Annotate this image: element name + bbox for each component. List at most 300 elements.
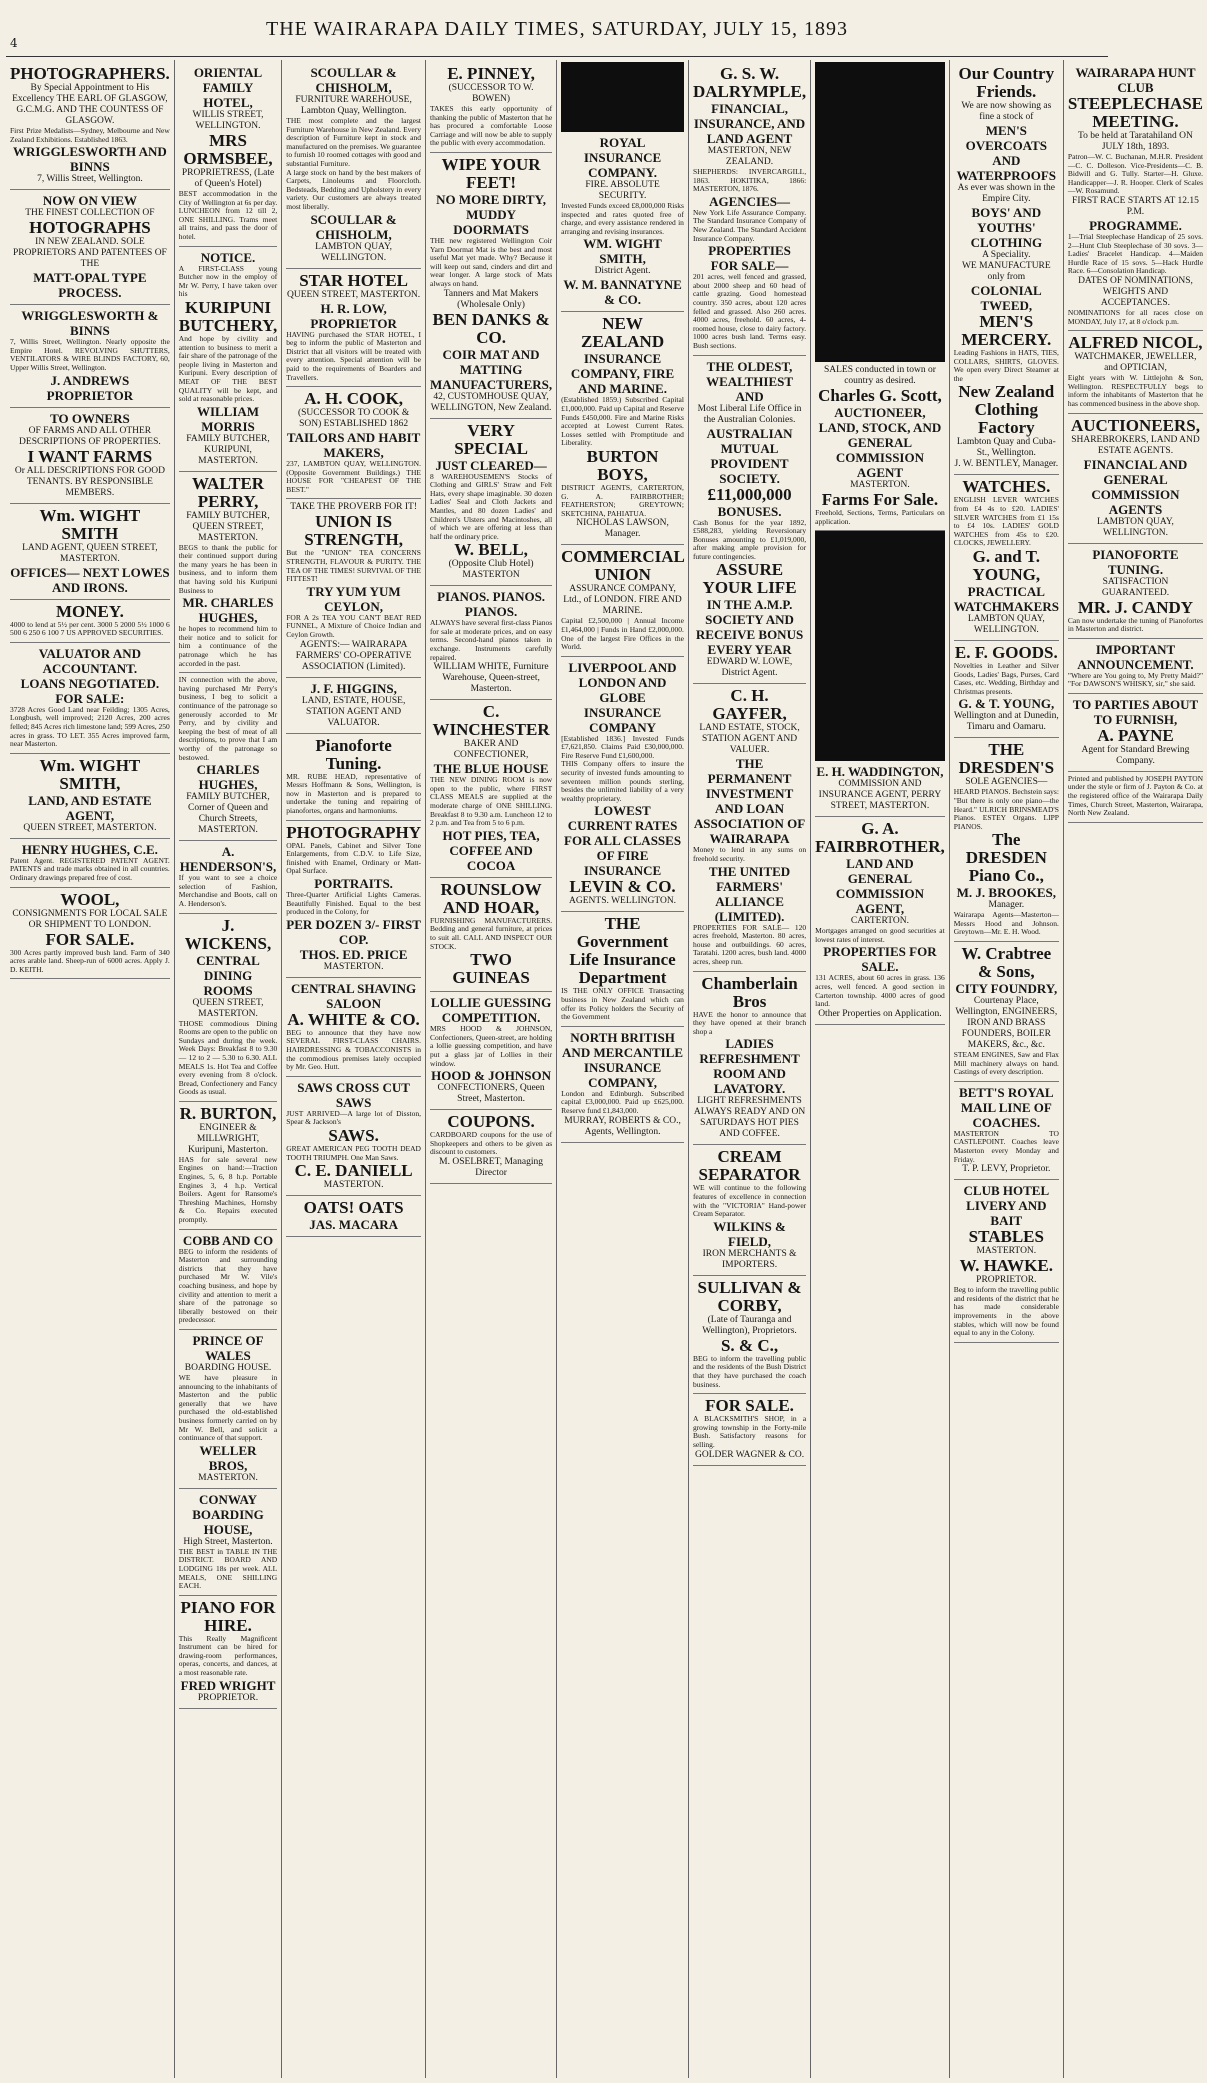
ad-rounslow-hoar	[430, 878, 552, 992]
ad-kuripuni-butchery	[179, 247, 277, 472]
ad-pianoforte-tuning	[286, 734, 421, 821]
ad-address: MASTERTON.	[323, 1180, 384, 1191]
column-4	[426, 60, 557, 2078]
ad-chamberlain-bros	[693, 972, 806, 1146]
ad-heading: THE OLDEST, WEALTHIEST AND	[706, 358, 794, 404]
ad-subheading-2: PROPRIETRESS, (Late of Queen's Hotel)	[181, 168, 275, 189]
ad-fairbrother	[815, 817, 945, 1025]
ad-subheading: QUEEN STREET, MASTERTON.	[287, 289, 421, 300]
ad-heading: FINANCIAL, INSURANCE, AND LAND AGENT	[693, 101, 806, 146]
ad-amp-society	[693, 356, 806, 685]
ad-product-name: TRY YUM YUM CEYLON,	[306, 583, 401, 614]
ad-subheading: LAND, AND ESTATE AGENT,	[28, 792, 152, 823]
ad-firm-name: Charles G. Scott,	[818, 386, 942, 405]
ad-important-announcement	[1068, 639, 1203, 694]
ad-firm-name: WILKINS & FIELD,	[713, 1218, 786, 1249]
ad-subheading: FURNITURE WAREHOUSE, Lambton Quay, Wellington.	[295, 95, 412, 116]
ad-subheading: CONSIGNMENTS FOR LOCAL SALE OR SHIPMENT TO LONDON.	[12, 908, 168, 930]
ad-process-name: MATT-OPAL TYPE PROCESS.	[33, 270, 147, 301]
ad-subheading: High Street, Masterton.	[183, 1536, 273, 1547]
ad-sullivan-corby	[693, 1276, 806, 1394]
ad-text: MASTERTON TO CASTLEPOINT. Coaches leave Masterton every Monday and Friday.	[953, 1128, 1059, 1164]
ad-subheading: FAMILY BUTCHER, Corner of Queen and Church Streets, MASTERTON.	[186, 792, 270, 836]
ad-firm-name: SULLIVAN & CORBY,	[697, 1277, 802, 1315]
ad-title: Pianoforte Tuning.	[315, 735, 392, 773]
ad-subheading: (SUCCESSOR TO W. BOWEN)	[448, 83, 534, 104]
ad-subheading: LAND AGENT, QUEEN STREET, MASTERTON.	[22, 542, 158, 564]
ad-text: THE most complete and the largest Furniture Warehouse in New Zealand. Every description of Furniture kept in stock and manufactured on the premises. We guarantee to furnish 10 roomed cottages with good and substantial Furniture.	[286, 116, 421, 168]
column-7	[811, 60, 950, 2078]
ad-address: (Opposite Club Hotel) MASTERTON	[448, 559, 534, 581]
ad-text-2: Freehold, Sections, Terms, Particulars on application.	[815, 508, 945, 526]
ad-star-hotel	[286, 269, 421, 388]
ad-text: HAVING purchased the STAR HOTEL, I beg to inform the public of Masterton and District that all visitors will be treated with every attention. Special attention will be paid to the requirements of Boarders and Travellers.	[286, 329, 421, 382]
ad-heading: TO PARTIES ABOUT TO FURNISH,	[1072, 696, 1199, 727]
ad-text-3: 201 acres, well fenced and grassed, about 2000 sheep and 60 head of cattle grazing. Good homestead country. 350 acres, about 120 acres felled and grassed. Also 260 acres. 4000 acres, freehold. 60 acres, 4-roomed house, close to dairy factory. 1000 acres bush land. Terms easy. Bush sections.	[692, 272, 807, 350]
ad-firm-name: G. and T. YOUNG,	[972, 546, 1041, 584]
ad-text: WE have pleasure in announcing to the inhabitants of Masterton and the public generally that we have purchased the old-established business formerly carried on by Mr W. Bell, and solicit a continuance of that support.	[178, 1372, 278, 1443]
ad-agent: MURRAY, ROBERTS & CO., Agents, Wellington.	[564, 1115, 681, 1137]
ad-address: LAMBTON QUAY, WELLINGTON.	[967, 613, 1045, 635]
ad-cook-tailors	[286, 387, 421, 499]
ad-agent-title: AGENTS. WELLINGTON.	[569, 896, 677, 907]
ad-text: Cash Bonus for the year 1892, £588,283, yielding Reversionary Bonuses amounting to £1,019,000, after making ample provision for future contingencies.	[692, 517, 807, 561]
ad-betts-coaches	[954, 1082, 1059, 1180]
ad-firm-name: The DRESDEN Piano Co.,	[965, 830, 1047, 886]
ad-scoullar-chisholm	[286, 62, 421, 269]
ad-firm-name: A. PAYNE	[1097, 725, 1174, 745]
ad-text: BEST accommodation in the City of Wellington at 6s per day. LUNCHEON from 12 till 2, ONE SHILLING. Trams meet all trains, and pass the door of hotel.	[178, 189, 278, 241]
ad-title: COUPONS.	[447, 1112, 535, 1132]
ad-heading: TO OWNERS	[50, 410, 130, 426]
ad-text: BEG to announce that they have now SEVERAL FIRST-CLASS CHAIRS. HAIRDRESSING & TOBACCONISTS in the commodious premises lately occupied by Mr. Geo. Hutt.	[286, 1027, 421, 1072]
column-5	[557, 60, 689, 2078]
ad-subheading: SATISFACTION GUARANTEED.	[1101, 576, 1170, 598]
ad-heading: THE BLUE HOUSE	[433, 761, 549, 777]
ad-oriental-hotel	[179, 62, 277, 247]
ad-text: 4000 to lend at 5½ per cent. 3000 5 2000 5½ 1000 6 500 6 250 6 100 7 US APPROVED SECURITIES.	[10, 619, 170, 638]
ad-piano-for-hire	[179, 1596, 277, 1709]
ad-address: CARTERTON.	[850, 916, 909, 927]
ad-dalrymple	[693, 62, 806, 356]
ad-heading-2: COIR MAT AND MATTING MANUFACTURERS,	[429, 346, 553, 392]
ad-text: THE BEST in TABLE IN THE DISTRICT. BOARD AND LODGING 18s per week. ALL MEALS, ONE SHILLING EACH.	[178, 1546, 278, 1591]
ad-text: HEARD PIANOS. Bechstein says: "But there is only one piano—the Heard." ULRICH BRINSMEAD'S Pianos. ESTEY Organs. LIPP PIANOS.	[953, 787, 1059, 831]
ad-heading-2: THE UNITED FARMERS' ALLIANCE (LIMITED).	[708, 863, 791, 924]
ad-firm-name: C. H. GAYFER,	[712, 686, 787, 724]
ad-crabtree	[954, 942, 1059, 1082]
ad-text: LAND ESTATE, STOCK, STATION AGENT AND VALUER.	[699, 723, 800, 756]
ad-firm-name: FRED WRIGHT	[180, 1677, 276, 1693]
ad-text-2: As ever was shown in the Empire City.	[957, 183, 1055, 204]
ad-heading: PORTRAITS.	[314, 875, 393, 891]
ad-heading-2: AGENCIES—	[709, 193, 790, 209]
ad-text: 3728 Acres Good Land near Feilding; 1305 Acres, Longbush, well improved; 2120 Acres, 200 acres felled; 845 Acres rich limestone land; 599 Acres, 250 acres in grass. TO LET. 355 Acres improved farm, near Masterton.	[10, 704, 170, 749]
ad-heading: NOW ON VIEW	[42, 193, 137, 209]
ad-title: VERY SPECIAL	[454, 420, 528, 458]
ad-saws	[286, 1077, 421, 1196]
ad-text-3: WE MANUFACTURE only from	[961, 261, 1051, 282]
newspaper-title: THE WAIRARAPA DAILY TIMES, SATURDAY, JULY 15, 1893	[266, 18, 848, 40]
ad-firm-name: WELLER BROS,	[199, 1442, 257, 1473]
ad-wool	[10, 888, 170, 980]
masthead	[0, 0, 1114, 58]
ad-text-2: New York Life Assurance Company. The Standard Insurance Company of New Zealand. The Standard Accident Insurance Company.	[692, 207, 807, 243]
ad-firm-name: J. F. HIGGINS,	[310, 680, 397, 696]
ad-heading: LOWEST CURRENT RATES FOR ALL CLASSES OF FIRE INSURANCE	[564, 803, 682, 879]
ad-subheading: FAMILY BUTCHER, KURIPUNI, MASTERTON.	[186, 433, 270, 466]
ad-alfred-nicol	[1068, 331, 1203, 413]
ad-subheading: Agent for Standard Brewing Company.	[1081, 744, 1190, 766]
ad-fancy-goods	[954, 641, 1059, 738]
ad-walter-perry	[179, 472, 277, 674]
ad-heading: CITY FOUNDRY,	[955, 981, 1058, 997]
ad-subheading: OF FARMS AND ALL OTHER DESCRIPTIONS OF PROPERTIES.	[19, 425, 161, 447]
ad-firm-name: ALFRED NICOL,	[1068, 333, 1203, 353]
ad-text: Beg to inform the travelling public and residents of the district that he has made considerable improvements in the above stables, which will now be found equal to any in the Colony.	[953, 1285, 1059, 1338]
ad-text-2: he hopes to recommend him to their notice and to solicit for him a continuance of the patronage which he has accorded in the past.	[178, 624, 278, 668]
ad-subheading: IRON MERCHANTS & IMPORTERS.	[702, 1248, 797, 1270]
ad-subheading: A Speciality.	[982, 250, 1031, 260]
ad-text: 237, LAMBTON QUAY, WELLINGTON. (Opposite Government Buildings.) THE HOUSE FOR "CHEAPEST OF THE BEST."	[286, 459, 421, 494]
ad-title: TWO GUINEAS	[452, 950, 530, 988]
ad-heading: THE PERMANENT INVESTMENT AND LOAN ASSOCIATION OF WAIRARAPA	[693, 756, 806, 847]
ad-text: BEG to inform the residents of Masterton and surrounding districts that they have purchased Mr W. Vile's coaching business, and hope by civility and attention to merit a share of the patronage so liberally bestowed on their predecessor.	[178, 1246, 278, 1325]
ad-about-to-furnish	[1068, 694, 1203, 772]
ad-manager-title: Manager.	[988, 900, 1025, 911]
ad-subheading: QUEEN STREET, MASTERTON.	[192, 997, 264, 1019]
ad-text: (Established 1859.) Subscribed Capital £1,000,000. Paid up Capital and Reserve Funds £450,000. Fire and Marine Risks accepted at Lowest Current Rates. Losses settled with Promptitude and Liberality.	[561, 395, 684, 448]
ad-charles-scott	[815, 362, 945, 531]
ad-text: THE NEW DINING ROOM is now open to the public, where FIRST CLASS MEALS are supplied at the moderate charge of ONE SHILLING. Breakfast 8 to 9.30 a.m. Luncheon 12 to 2 p.m. and Tea from 5 to 6 p.m.	[429, 775, 553, 828]
ad-heading-2: BONUSES.	[717, 503, 782, 519]
ad-heading: ORIENTAL FAMILY HOTEL,	[193, 65, 263, 110]
ad-heading: PHOTOGRAPHERS.	[10, 64, 170, 83]
ad-text-2: LIGHT REFRESHMENTS ALWAYS READY AND ON SATURDAYS HOT PIES AND COFFEE.	[693, 1096, 806, 1140]
ad-subheading: THE FINEST COLLECTION OF	[25, 208, 155, 219]
ad-address: Lambton Quay and Cuba-St., Wellington.	[956, 437, 1056, 459]
ad-title: ASSURE YOUR LIFE	[702, 560, 797, 598]
ad-text-2: Money to lend in any sums on freehold security.	[692, 845, 807, 864]
ad-dresden-piano	[954, 738, 1059, 942]
ad-text: IS THE ONLY OFFICE Transacting business in New Zealand which can offer its Policy holders the Security of the Government	[561, 986, 684, 1022]
ad-subheading: ENGINEER & MILLWRIGHT, Kuripuni, Masterton.	[188, 1122, 268, 1155]
ad-text: [Established 1836.] Invested Funds £7,621,850. Claims Paid £30,000,000. Fire Reserve Fund £1,600,000.	[561, 733, 684, 760]
ad-coupons	[430, 1110, 552, 1184]
ad-text-2: FOR A 2s TEA YOU CAN'T BEAT RED FUNNEL, A Mixture of Choice Indian and Ceylon Growth.	[286, 612, 421, 640]
ad-text: We are now showing as fine a stock of	[961, 101, 1052, 122]
ad-pinney	[430, 62, 552, 153]
ad-firm-name: J. WICKENS,	[184, 915, 272, 953]
ad-subheading: By Special Appointment to His Excellency THE EARL OF GLASGOW, G.C.M.G. AND THE COUNTESS OF GLASGOW.	[12, 83, 168, 126]
ad-heading-2: HOT PIES, TEA, COFFEE AND COCOA	[442, 827, 540, 873]
ad-firm-name: MRS ORMSBEE,	[183, 131, 273, 168]
columns	[6, 60, 1204, 2078]
ad-text: Patent Agent. REGISTERED PATENT AGENT. PATENTS and trade marks obtained in all countries. Ordinary drawings prepared free of cost.	[10, 855, 170, 882]
ad-firm-name: WALTER PERRY,	[191, 473, 265, 511]
ad-doormats	[430, 153, 552, 419]
ad-address: Wellington and at Dunedin, Timaru and Oamaru.	[953, 711, 1059, 733]
ad-heading: TAILORS AND HABIT MAKERS,	[286, 430, 421, 461]
ad-title: HOTOGRAPHS	[29, 218, 151, 238]
ad-firm-name-2: SCOULLAR & CHISHOLM,	[310, 211, 397, 242]
ad-agent: LEVIN & CO.	[569, 877, 676, 897]
ad-title: WATCHES.	[962, 477, 1051, 497]
ad-proprietor: J. ANDREWS PROPRIETOR	[46, 372, 134, 403]
ad-firm-name: E. H. WADDINGTON,	[816, 764, 944, 780]
ad-lollie-guessing	[430, 992, 552, 1110]
ad-subheading: FAMILY BUTCHER, QUEEN STREET, MASTERTON.	[186, 510, 270, 543]
ad-heading-2: PROPERTIES FOR SALE.	[823, 944, 937, 975]
ad-heading: JUST CLEARED—	[435, 457, 547, 473]
ad-commercial-union	[561, 545, 684, 656]
imprint	[1068, 772, 1203, 823]
ad-watches	[954, 475, 1059, 641]
ad-text: ALWAYS have several first-class Pianos for sale at moderate prices, and on easy terms. Second-hand pianos taken in exchange. Instruments carefully repaired.	[429, 618, 553, 662]
ad-firm-name: M. OSELBRET, Managing Director	[439, 1156, 543, 1178]
ad-heading: VALUATOR AND ACCOUNTANT.	[38, 645, 141, 676]
ad-subheading: MASTERTON, NEW ZEALAND.	[707, 146, 792, 167]
column-6	[689, 60, 811, 2078]
ad-subheading: Courtenay Place, Wellington, ENGINEERS, IRON AND BRASS FOUNDERS, BOILER MAKERS, &c., &c.	[955, 996, 1058, 1051]
ad-title: OATS! OATS	[303, 1198, 404, 1218]
ad-text: THE new registered Wellington Coir Yarn Doormat Mat is the best and most useful Mat yet made. Why? Because it will keep out sand, cinders and dirt and wear longer. A large stock of Mats always on hand.	[429, 235, 553, 288]
ad-firm-name: WRIGGLESWORTH AND BINNS	[13, 144, 167, 175]
ad-text: QUEEN STREET, MASTERTON.	[23, 822, 157, 833]
ad-title: E. F. GOODS.	[954, 642, 1058, 662]
ad-text: Patron—W. C. Buchanan, M.H.R. President—C. C. Dolleson. Vice-Presidents—C. B. Bidwill and G. Tully. Starter—H. Gluxe. Handicapper—J. R. Hooper. Clerk of Scales—W. Rosamund.	[1067, 152, 1204, 196]
ad-firm-name: G. A. FAIRBROTHER,	[815, 819, 945, 857]
ad-cobb-and-co	[179, 1230, 277, 1330]
ad-text: "Where are You going to, My Pretty Maid?" "For DAWSON'S WHISKY, sir," she said.	[1067, 670, 1204, 689]
ad-wight-smith-2	[10, 754, 170, 839]
ad-firm-name: COMMERCIAL UNION	[561, 547, 685, 585]
ad-heading-3: PROPERTIES FOR SALE—	[708, 243, 791, 274]
ad-title-2: FOR SALE.	[45, 929, 135, 949]
ad-text: FURNISHING MANUFACTURERS. Bedding and general furniture, at prices to suit all. CALL AND INSPECT OUR STOCK.	[429, 915, 553, 951]
ad-firm-name: G. & T. YOUNG,	[958, 696, 1055, 712]
ad-text-2: GREAT AMERICAN PEG TOOTH DEAD TOOTH TRIUMPH. One Man Saws.	[286, 1143, 421, 1162]
ad-firm-name: MR. J. CANDY	[1077, 597, 1194, 617]
ad-firm-name: A. WHITE & CO.	[287, 1009, 420, 1029]
imprint-text: Printed and published by JOSEPH PAYTON under the style or firm of J. Payton & Co. at the registered office of the Wairarapa Daily Times, Church Street, Masterton, Wairarapa, North New Zealand.	[1067, 773, 1204, 818]
ad-title: I WANT FARMS	[27, 446, 153, 466]
ad-heading: PIANOS. PIANOS. PIANOS.	[437, 589, 546, 620]
ad-candy-tuning	[1068, 544, 1203, 639]
ad-text-2: IN THE A.M.P. SOCIETY AND RECEIVE BONUS EVERY YEAR	[695, 597, 804, 658]
ad-wrigglesworth	[10, 305, 170, 407]
ad-firm-name: NEW ZEALAND	[580, 314, 665, 352]
ad-proprietor-title: PROPRIETOR.	[976, 1275, 1037, 1286]
ad-address: 42, CUSTOMHOUSE QUAY, WELLINGTON, New Zealand.	[430, 391, 552, 413]
ad-text: Mortgages arranged on good securities at lowest rates of interest.	[815, 926, 945, 944]
ad-title: S. & C.,	[720, 1335, 779, 1355]
ad-text: But the "UNION" TEA CONCERNS STRENGTH, FLAVOUR & PURITY. THE TEA OF THE TIMES! SURVIVAL OF THE FITTEST!	[286, 548, 421, 584]
ad-title: STAR HOTEL	[299, 270, 409, 290]
ad-government-life	[561, 912, 684, 1026]
ad-firm-name: JAS. MACARA	[309, 1217, 399, 1233]
ad-heading: NOTICE.	[200, 249, 256, 265]
ad-title: THE DRESDEN'S	[958, 740, 1055, 778]
ad-cream-separator	[693, 1145, 806, 1275]
ad-title: Farms For Sale.	[821, 490, 939, 509]
ad-subheading: (Late of Tauranga and Wellington), Proprietors.	[702, 1314, 797, 1336]
ad-text: Can now undertake the tuning of Pianofortes in Masterton and district.	[1067, 615, 1204, 634]
ad-text: Novelties in Leather and Silver Goods, Ladies' Bags, Purses, Card Cases, etc. Wedding, Birthday and Christmas presents.	[953, 660, 1059, 696]
ad-agents: AGENTS:— WAIRARAPA FARMERS' CO-OPERATIVE ASSOCIATION (Limited).	[295, 639, 412, 672]
ad-text: Or ALL DESCRIPTIONS FOR GOOD TENANTS. BY RESPONSIBLE MEMBERS.	[14, 465, 165, 498]
ad-text: London and Edinburgh. Subscribed capital £3,000,000. Paid up £625,000. Reserve fund £1,843,000.	[561, 1088, 684, 1115]
ad-valuator	[10, 643, 170, 754]
ad-heading: SAWS CROSS CUT SAWS	[297, 1079, 410, 1110]
ad-text: MR. RUBE HEAD, representative of Messrs Hoffmann & Sons, Wellington, is now in Masterton and is prepared to undertake the tuning and repairing of pianofortes, organs and harmoniums.	[286, 771, 421, 815]
ad-firm-name: LIVERPOOL AND LONDON AND GLOBE INSURANCE COMPANY	[568, 659, 677, 735]
ad-north-british	[561, 1027, 684, 1143]
ad-hunt-club	[1068, 62, 1203, 331]
ad-title: THE Government Life Insurance Department	[569, 914, 676, 988]
ad-firm-name-2: MR. CHARLES HUGHES,	[182, 595, 274, 626]
ad-heading: PIANOFORTE TUNING.	[1092, 546, 1179, 577]
ad-heading-2: BOYS' AND YOUTHS' CLOTHING	[970, 205, 1043, 250]
ad-text-2: 131 ACRES, about 60 acres in grass. 136 acres, well fenced. A good section in Carterton township. 4000 acres of good land.	[815, 973, 945, 1009]
ad-agent: BURTON BOYS,	[586, 446, 659, 484]
ad-text-2: A large stock on hand by the best makers of Carpets, Linoleums and Floorcloth. Bedsteads, Bedding and Upholstery in every variety. Our customers are always treated most liberally.	[286, 167, 421, 211]
ad-subheading: WATCHMAKER, JEWELLER, and OPTICIAN,	[1074, 352, 1197, 374]
ad-text: A BLACKSMITH'S SHOP, in a growing township in the Forty-mile Bush. Satisfactory reasons for selling.	[692, 1414, 807, 1449]
ad-winchester	[430, 700, 552, 878]
ad-subheading: (SUCCESSOR TO COOK & SON) ESTABLISHED 1862	[297, 408, 410, 430]
redacted-block-upper	[815, 62, 945, 362]
ad-text-2: THIS Company offers to insure the security of invested funds amounting to seventeen million pounds sterling, besides the unlimited liability of a very wealthy proprietary.	[561, 759, 684, 803]
ad-text: WE will continue to the following features of excellence in connection with the "VICTORIA" Hand-power Cream Separator.	[692, 1183, 807, 1219]
ad-text: OFFICES— NEXT LOWES AND IRONS.	[10, 564, 170, 595]
ad-firm-name: R. BURTON,	[179, 1103, 277, 1123]
ad-heading-3: DATES OF NOMINATIONS, WEIGHTS AND ACCEPTANCES.	[1078, 275, 1193, 308]
ad-funds: £11,000,000	[707, 484, 792, 504]
ad-manager: NICHOLAS LAWSON, Manager.	[576, 518, 669, 540]
ad-title: STABLES	[968, 1227, 1044, 1247]
ad-wight-smith	[10, 504, 170, 600]
ad-text: OPAL Panels, Cabinet and Silver Tone Enlargements, from C.D.V. to Life Size, finished with Enamel, Ordinary or Matt-Opal Surface.	[286, 840, 421, 876]
ad-title: STEEPLECHASE MEETING.	[1067, 94, 1204, 131]
ad-agent-title: District Agent.	[594, 266, 651, 277]
ad-heading: NO MORE DIRTY, MUDDY DOORMATS	[436, 191, 547, 237]
column-3	[282, 60, 426, 2078]
ad-heading: IMPORTANT ANNOUNCEMENT.	[1077, 641, 1194, 672]
ad-firm-name: C. WINCHESTER	[432, 702, 550, 740]
ad-heading: FINANCIAL AND GENERAL COMMISSION AGENTS	[1083, 456, 1188, 517]
ad-firm-name: WRIGGLESWORTH & BINNS	[21, 308, 159, 339]
ad-subheading: To be held at Taratahiland ON JULY 18th, 1893.	[1078, 131, 1193, 152]
ad-text-2: Wairarapa Agents—Masterton—Messrs Hood and Johnson. Greytown—Mr. E. H. Wood.	[953, 910, 1059, 937]
ad-heading-2: PROGRAMME.	[1089, 217, 1182, 233]
ad-start-time: FIRST RACE STARTS AT 12.15 P.M.	[1072, 195, 1199, 217]
ad-heading: PRACTICAL WATCHMAKERS	[953, 583, 1059, 614]
ad-firm-name: C. E. DANIELL	[294, 1161, 413, 1181]
ad-heading-3: COLONIAL TWEED,	[970, 283, 1042, 313]
ad-firm-name: CHARLES HUGHES,	[196, 762, 260, 793]
ad-firm-name: AUSTRALIAN MUTUAL PROVIDENT SOCIETY.	[706, 425, 793, 486]
page-number: 4	[10, 36, 18, 50]
column-2	[175, 60, 282, 2078]
ad-firm-name: W. Crabtree & Sons,	[961, 944, 1052, 982]
ad-text: THOSE commodious Dining Rooms are open to the public on Sundays and during the week. Week Days: Breakfast 8 to 9.30 — 12 to 2 — 5.30 to 6.30. ALL MEALS 1s. Hot Tea and Coffee every evening from 8 o'clock. Bread, Confectionery and Fancy Goods as usual.	[178, 1018, 278, 1097]
ad-firm-name: ROUNSLOW AND HOAR,	[440, 879, 542, 917]
ad-text-2: NOMINATIONS for all races close on MONDAY, July 17, at 8 o'clock p.m.	[1067, 307, 1204, 326]
ad-firm-name: NORTH BRITISH AND MERCANTILE INSURANCE COMPANY,	[562, 1029, 684, 1090]
ad-union-tea	[286, 499, 421, 677]
ad-firm-name: Wm. WIGHT SMITH	[39, 505, 141, 543]
ad-text: ENGLISH LEVER WATCHES from £4 4s to £20. LADIES' SILVER WATCHES from £1 15s to £4 10s. LADIES' GOLD WATCHES from 45s to £20. CLOCKS, JEWELLERY.	[953, 495, 1059, 548]
ad-agent: EDWARD W. LOWE, District Agent.	[706, 657, 793, 679]
ad-text: A FIRST-CLASS young Butcher now in the employ of Mr W. Perry, I have taken over his	[178, 263, 278, 299]
ad-firm-name: GOLDER WAGNER & CO.	[695, 1449, 805, 1460]
ad-henry-hughes	[10, 839, 170, 888]
ad-subheading: LOANS NEGOTIATED. FOR SALE:	[20, 675, 160, 706]
ad-firm-name: W. BELL,	[454, 540, 528, 560]
ad-title: FOR SALE.	[705, 1396, 794, 1416]
ad-text: 300 Acres partly improved bush land. Farm of 340 acres arable land. Sheep-run of 6000 acres. Apply J. D. KEITH.	[10, 947, 170, 974]
ad-title: Our Country Friends.	[958, 64, 1055, 101]
ad-subheading: BOARDING HOUSE.	[184, 1362, 272, 1373]
ad-address: 7, Willis Street, Wellington.	[37, 174, 143, 185]
ad-firm-name: New Zealand Clothing Factory	[958, 382, 1055, 438]
redacted-block-lower	[815, 531, 945, 761]
ad-heading: LOLLIE GUESSING COMPETITION.	[430, 995, 552, 1026]
column-1	[6, 60, 175, 2078]
ad-oats	[286, 1196, 421, 1237]
ad-subheading: WILLIS STREET, WELLINGTON.	[192, 110, 264, 131]
ad-heading: CENTRAL SHAVING SALOON	[291, 980, 417, 1011]
ad-firm-name: Wm. WIGHT SMITH,	[39, 755, 141, 793]
ad-address: LAMBTON QUAY, WELLINGTON.	[1097, 516, 1174, 538]
ad-wickens	[179, 914, 277, 1102]
ad-firm-name: G. S. W. DALRYMPLE,	[692, 64, 807, 101]
ad-manager: M. J. BROOKES,	[956, 885, 1056, 901]
ad-firm-name: W. HAWKE.	[959, 1256, 1053, 1276]
ad-heading: LAND AND GENERAL COMMISSION AGENT,	[835, 856, 924, 917]
ad-pianos	[430, 586, 552, 700]
column-9	[1064, 60, 1207, 2078]
ad-text-2: And hope by civility and attention to business to merit a fair share of the patronage of the people living in Masterton and Kuripuni. Every description of MEAT OF THE BEST QUALITY will be kept, and sold at reasonable prices.	[178, 333, 278, 404]
ad-subheading: SOLE AGENCIES—	[965, 777, 1048, 788]
ad-agent-2: W. M. BANNATYNE & CO.	[563, 277, 682, 308]
ad-firm-name: Chamberlain Bros	[701, 973, 798, 1011]
ad-gayfer	[693, 684, 806, 971]
ad-title: PIANO FOR HIRE.	[180, 1597, 276, 1635]
ad-subheading: COMMISSION AND INSURANCE AGENT, PERRY STREET, MASTERTON.	[818, 779, 942, 812]
ad-text: STEAM ENGINES, Saw and Flax Mill machinery always on hand. Castings of every description.	[953, 1050, 1059, 1077]
ad-address: MASTERTON.	[198, 1472, 258, 1483]
ad-text: 7, Willis Street, Wellington. Nearly opposite the Empire Hotel. REVOLVING SHUTTERS, VENTILATORS & WIRE BLINDS FACTORY, 60, Upper Willis Street, Wellington.	[10, 337, 170, 372]
ad-text-3: PROPERTIES FOR SALE— 120 acres freehold, Masterton. 80 acres, house and outbuildings. 60 acres, Taratahi. 1200 acres, bush land. 4000 acres, sheep run.	[692, 922, 807, 967]
ad-text: HAVE the honor to announce that they have opened at their branch shop a	[692, 1009, 807, 1036]
ad-subheading: Most Liberal Life Office in the Australian Colonies.	[697, 403, 802, 425]
ad-waddington	[815, 761, 945, 817]
ad-heading: AUCTIONEER, LAND, STOCK, AND GENERAL COMMISSION AGENT	[818, 405, 942, 480]
column-8	[950, 60, 1064, 2078]
ad-text: SHEPHERDS: INVERCARGILL, 1863. HOKITIKA, 1866: MASTERTON, 1876.	[692, 167, 807, 194]
ad-title: BETT'S ROYAL MAIL LINE OF COACHES.	[959, 1084, 1054, 1130]
ad-firm-name: WILLIAM MORRIS	[196, 403, 260, 434]
ad-title: SAWS.	[328, 1125, 379, 1145]
ad-title: CREAM SEPARATOR	[698, 1147, 801, 1185]
ad-firm-name: THOS. ED. PRICE	[299, 946, 408, 962]
ad-firm-name: A. HENDERSON'S,	[179, 844, 277, 875]
ad-club-hotel-stables	[954, 1180, 1059, 1343]
ad-text: IN connection with the above, having purchased Mr Perry's business, I beg to solicit a continuance of the patronage so generously accorded to Mr Perry, and by civility and keeping the best of meat of all descriptions, to prove that I am worthy of the patronage so bestowed.	[178, 675, 278, 762]
ad-nz-insurance	[561, 312, 684, 545]
